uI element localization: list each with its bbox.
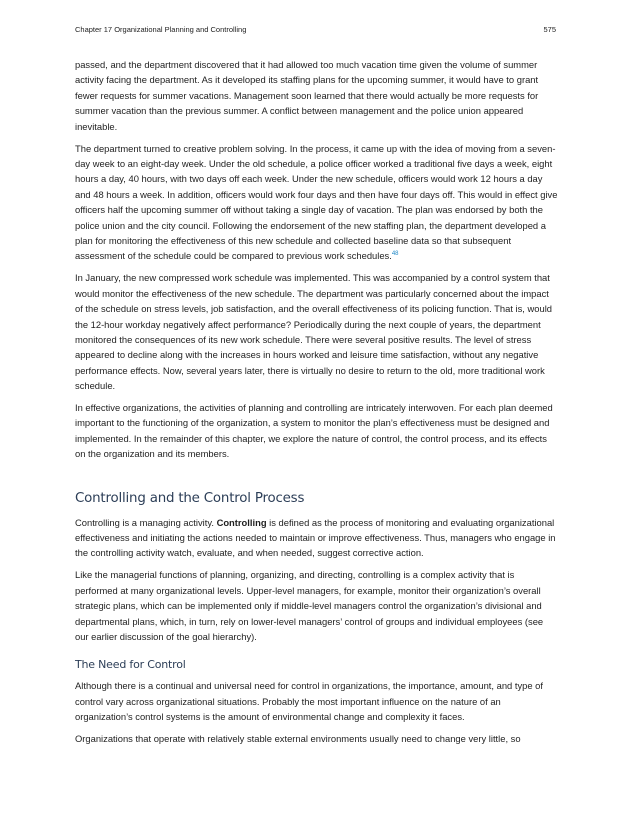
section-heading: Controlling and the Control Process xyxy=(75,490,305,506)
page-header xyxy=(75,25,556,37)
paragraph: In effective organizations, the activities of planning and controlling are intricately interwoven. For each plan deemed important to the functioning of the organization, a system to monitor the plan’s effectiveness must be designed and implemented. In the remainder of this chapter, we explore the nature of control, the control process, and its effects on the organization and its members. xyxy=(75,402,553,460)
paragraph: Although there is a continual and universal need for control in organizations, the importance, amount, and type of control vary across organizational situations. Probably the most important influence on the nature of an organization’s control systems is the amount of environmental change and complexity it faces. xyxy=(75,680,543,723)
page-number: 575 xyxy=(543,25,556,34)
subsection-heading: The Need for Control xyxy=(75,658,186,672)
running-header-chapter: Chapter 17 Organizational Planning and Controlling xyxy=(75,25,247,34)
paragraph xyxy=(75,515,559,561)
paragraph: Like the managerial functions of planning, organizing, and directing, controlling is a complex activity that is performed at many organizational levels. Upper-level managers, for example, monitor their organization’s overall strategic plans, which can be implemented only if middle-level managers control the organization’s divisional and departmental plans, which, in turn, rely on lower-level managers’ control of groups and individual employees (see our earlier discussion of the goal hierarchy). xyxy=(75,569,544,642)
paragraph xyxy=(75,141,559,264)
page-content xyxy=(75,57,559,753)
paragraph-text: The department turned to creative problem solving. In the process, it came up with the idea of moving from a seven-day week to an eight-day week. Under the old schedule, a police officer worked a traditional five days a week, eight hours a day, 40 hours, with two days off each week. Under the new schedule, officers would work 12 hours a day and 48 hours a week. In addition, officers would work four days and then have four days off. This would in effect give officers half the upcoming summer off without taking a single day of vacation. The plan was endorsed by both the police union and the city council. Following the endorsement of the new staffing plan, the department developed a plan for monitoring the effectiveness of this new schedule and collected baseline data so that subsequent assessment of the schedule could be compared to previous work schedules. xyxy=(75,142,558,262)
paragraph: passed, and the department discovered that it had allowed too much vacation time given the volume of summer activity facing the department. As it developed its staffing plans for the upcoming summer, it would have to grant fewer requests for summer vacations. Management soon learned that there would actually be more requests for summer vacation than the previous summer. A conflict between management and the police union appeared inevitable. xyxy=(75,59,539,132)
paragraph: In January, the new compressed work schedule was implemented. This was accompanied by a control system that would monitor the effectiveness of the new schedule. The department was particularly concerned about the impact of the schedule on stress levels, job satisfaction, and the overall effectiveness of its policing function. That is, would the 12-hour workday negatively affect performance? Periodically during the next couple of years, the department monitored the consequences of its new work schedule. There were several positive results. The level of stress appeared to decline along with the increases in hours worked and leisure time satisfaction, without any negative performance effects. Now, several years later, there is virtually no desire to return to the old, more traditional work schedule. xyxy=(75,272,553,392)
footnote-link[interactable]: 48 xyxy=(391,251,399,258)
paragraph-text: Controlling is a managing activity. xyxy=(75,516,217,528)
paragraph-text: is defined as the process of monitoring and evaluating organizational effectiveness and initiating the actions needed to maintain or improve effectiveness. Thus, managers who engage in the controlling activity watch, evaluate, and when needed, suggest corrective action. xyxy=(75,516,556,559)
key-term: Controlling xyxy=(216,516,267,528)
paragraph: Organizations that operate with relatively stable external environments usually need to change very little, so xyxy=(75,733,521,745)
